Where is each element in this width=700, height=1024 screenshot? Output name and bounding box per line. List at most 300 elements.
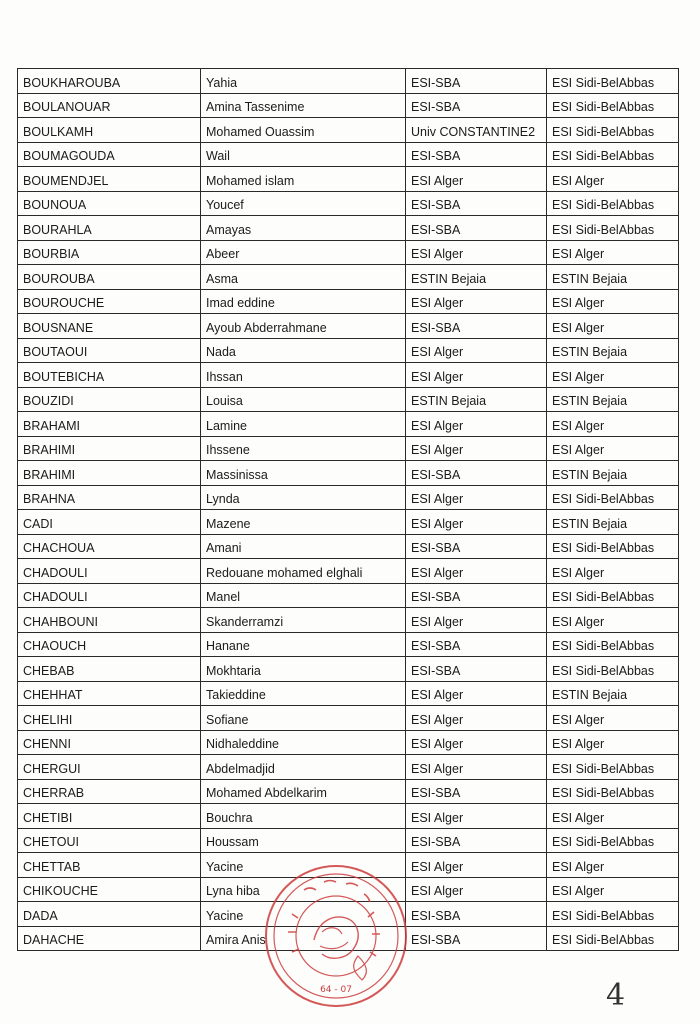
cell-text: ESTIN Bejaia xyxy=(552,688,628,702)
cell-text: BOUROUBA xyxy=(23,271,95,286)
origin-school-cell xyxy=(406,902,547,927)
cell-text: ESI Alger xyxy=(411,247,464,261)
cell-text: ESI Alger xyxy=(552,859,605,874)
origin-school-cell xyxy=(406,804,547,829)
cell-text: Youcef xyxy=(206,198,244,212)
last-name-cell xyxy=(18,240,201,265)
cell-text: BOULANOUAR xyxy=(23,100,111,114)
cell-text: CHAHBOUNI xyxy=(23,614,99,629)
cell-text: Hanane xyxy=(206,639,250,653)
cell-text: ESI Alger xyxy=(552,443,605,457)
cell-text: Yahia xyxy=(206,75,238,90)
origin-school-cell xyxy=(406,167,547,192)
origin-school-cell xyxy=(406,461,547,486)
assigned-school-cell xyxy=(547,118,679,143)
table-row xyxy=(18,167,679,192)
cell-text: Ihssene xyxy=(206,443,250,457)
cell-text: ESI Sidi-BelAbbas xyxy=(552,663,655,678)
table-row xyxy=(18,289,679,314)
cell-text: ESI Alger xyxy=(411,614,464,629)
cell-text: ESI Sidi-BelAbbas xyxy=(552,908,655,923)
table-row xyxy=(18,461,679,486)
last-name-cell xyxy=(18,314,201,339)
table-row xyxy=(18,730,679,755)
cell-text: Mohamed Abdelkarim xyxy=(206,786,327,800)
first-name-cell xyxy=(201,289,406,314)
cell-text: Takieddine xyxy=(206,688,266,702)
table-row xyxy=(18,804,679,829)
cell-text: BOUMAGOUDA xyxy=(23,149,115,163)
origin-school-cell xyxy=(406,436,547,461)
cell-text: CHERRAB xyxy=(23,786,85,800)
table-row xyxy=(18,240,679,265)
assigned-school-cell xyxy=(547,93,679,118)
first-name-cell xyxy=(201,216,406,241)
cell-text: BOURBIA xyxy=(23,247,80,261)
table-row xyxy=(18,387,679,412)
origin-school-cell xyxy=(406,853,547,878)
origin-school-cell xyxy=(406,583,547,608)
last-name-cell xyxy=(18,877,201,902)
origin-school-cell xyxy=(406,559,547,584)
cell-text: BOUTEBICHA xyxy=(23,369,105,384)
first-name-cell xyxy=(201,877,406,902)
cell-text: Mokhtaria xyxy=(206,663,261,678)
cell-text: Louisa xyxy=(206,394,243,408)
origin-school-cell xyxy=(406,706,547,731)
last-name-cell xyxy=(18,926,201,951)
first-name-cell xyxy=(201,485,406,510)
last-name-cell xyxy=(18,534,201,559)
cell-text: ESI Alger xyxy=(552,369,605,384)
first-name-cell xyxy=(201,69,406,94)
cell-text: ESI Alger xyxy=(552,418,605,433)
origin-school-cell xyxy=(406,485,547,510)
assigned-school-cell xyxy=(547,216,679,241)
cell-text: Mazene xyxy=(206,516,251,531)
first-name-cell xyxy=(201,142,406,167)
cell-text: ESTIN Bejaia xyxy=(552,394,628,408)
origin-school-cell xyxy=(406,534,547,559)
table-row xyxy=(18,191,679,216)
origin-school-cell xyxy=(406,69,547,94)
table-row xyxy=(18,510,679,535)
origin-school-cell xyxy=(406,118,547,143)
assigned-school-cell xyxy=(547,828,679,853)
origin-school-cell xyxy=(406,657,547,682)
assigned-school-cell xyxy=(547,69,679,94)
first-name-cell xyxy=(201,167,406,192)
cell-text: ESI Alger xyxy=(552,320,605,335)
first-name-cell xyxy=(201,510,406,535)
table-row xyxy=(18,216,679,241)
cell-text: CHADOULI xyxy=(23,590,88,604)
table-row xyxy=(18,265,679,290)
first-name-cell xyxy=(201,240,406,265)
cell-text: Mohamed Ouassim xyxy=(206,124,315,139)
table-row xyxy=(18,608,679,633)
cell-text: ESI Alger xyxy=(552,565,605,580)
cell-text: ESI-SBA xyxy=(411,100,461,114)
first-name-cell xyxy=(201,755,406,780)
last-name-cell xyxy=(18,853,201,878)
cell-text: Asma xyxy=(206,271,238,286)
assigned-school-cell xyxy=(547,657,679,682)
cell-text: ESI Sidi-BelAbbas xyxy=(552,222,655,237)
first-name-cell xyxy=(201,191,406,216)
last-name-cell xyxy=(18,363,201,388)
first-name-cell xyxy=(201,412,406,437)
assigned-school-cell xyxy=(547,265,679,290)
table-row xyxy=(18,632,679,657)
cell-text: ESI Alger xyxy=(411,296,464,310)
cell-text: ESI Sidi-BelAbbas xyxy=(552,639,655,653)
first-name-cell xyxy=(201,583,406,608)
cell-text: ESI Alger xyxy=(411,884,464,898)
cell-text: ESI Sidi-BelAbbas xyxy=(552,492,655,506)
cell-text: CHETTAB xyxy=(23,859,81,874)
assigned-school-cell xyxy=(547,167,679,192)
origin-school-cell xyxy=(406,314,547,339)
origin-school-cell xyxy=(406,926,547,951)
table-row xyxy=(18,436,679,461)
first-name-cell xyxy=(201,363,406,388)
cell-text: DADA xyxy=(23,908,58,923)
table-row xyxy=(18,828,679,853)
cell-text: ESI-SBA xyxy=(411,933,461,947)
first-name-cell xyxy=(201,338,406,363)
cell-text: BOUTAOUI xyxy=(23,345,88,359)
table-row xyxy=(18,926,679,951)
cell-text: ESI Sidi-BelAbbas xyxy=(552,100,655,114)
cell-text: ESI-SBA xyxy=(411,908,461,923)
origin-school-cell xyxy=(406,412,547,437)
cell-text: CHETOUI xyxy=(23,835,80,849)
last-name-cell xyxy=(18,338,201,363)
cell-text: ESI Sidi-BelAbbas xyxy=(552,786,655,800)
assigned-school-cell xyxy=(547,314,679,339)
cell-text: Yacine xyxy=(206,859,244,874)
first-name-cell xyxy=(201,314,406,339)
cell-text: ESI Alger xyxy=(411,369,464,384)
cell-text: ESTIN Bejaia xyxy=(552,271,628,286)
cell-text: CHETIBI xyxy=(23,810,73,825)
last-name-cell xyxy=(18,436,201,461)
cell-text: ESI Sidi-BelAbbas xyxy=(552,835,655,849)
cell-text: ESI Alger xyxy=(552,810,605,825)
cell-text: ESI Alger xyxy=(552,884,605,898)
last-name-cell xyxy=(18,289,201,314)
cell-text: Abeer xyxy=(206,247,240,261)
origin-school-cell xyxy=(406,240,547,265)
cell-text: ESTIN Bejaia xyxy=(552,467,628,482)
table-row xyxy=(18,93,679,118)
assigned-school-cell xyxy=(547,387,679,412)
cell-text: Amani xyxy=(206,541,242,555)
table-row xyxy=(18,902,679,927)
cell-text: Ayoub Abderrahmane xyxy=(206,320,327,335)
cell-text: Lyna hiba xyxy=(206,884,260,898)
cell-text: ESTIN Bejaia xyxy=(552,516,628,531)
last-name-cell xyxy=(18,828,201,853)
cell-text: BOUNOUA xyxy=(23,198,87,212)
cell-text: ESI Sidi-BelAbbas xyxy=(552,198,655,212)
cell-text: ESI Alger xyxy=(411,443,464,457)
cell-text: BOURAHLA xyxy=(23,222,92,237)
origin-school-cell xyxy=(406,93,547,118)
first-name-cell xyxy=(201,436,406,461)
cell-text: ESI Alger xyxy=(411,418,464,433)
origin-school-cell xyxy=(406,730,547,755)
cell-text: ESI Alger xyxy=(411,345,464,359)
cell-text: ESI Alger xyxy=(411,737,464,751)
cell-text: Redouane mohamed elghali xyxy=(206,565,363,580)
cell-text: Massinissa xyxy=(206,467,268,482)
cell-text: ESI Alger xyxy=(552,173,605,188)
origin-school-cell xyxy=(406,681,547,706)
cell-text: ESI Alger xyxy=(411,688,464,702)
stamp-number: 64 - 07 xyxy=(320,985,352,995)
cell-text: ESI Alger xyxy=(411,565,464,580)
cell-text: Amira Anis xyxy=(206,933,266,947)
table-row xyxy=(18,779,679,804)
cell-text: ESI-SBA xyxy=(411,222,461,237)
first-name-cell xyxy=(201,853,406,878)
assigned-school-cell xyxy=(547,412,679,437)
cell-text: Amina Tassenime xyxy=(206,100,305,114)
last-name-cell xyxy=(18,559,201,584)
cell-text: Ihssan xyxy=(206,369,243,384)
last-name-cell xyxy=(18,583,201,608)
table-row xyxy=(18,706,679,731)
table-row xyxy=(18,338,679,363)
cell-text: CHENNI xyxy=(23,737,71,751)
origin-school-cell xyxy=(406,608,547,633)
cell-text: ESI Alger xyxy=(552,296,605,310)
last-name-cell xyxy=(18,657,201,682)
table-row xyxy=(18,485,679,510)
cell-text: ESI-SBA xyxy=(411,663,461,678)
table-row xyxy=(18,142,679,167)
cell-text: ESI-SBA xyxy=(411,786,461,800)
cell-text: Sofiane xyxy=(206,712,249,727)
first-name-cell xyxy=(201,608,406,633)
assigned-school-cell xyxy=(547,608,679,633)
cell-text: CHADOULI xyxy=(23,565,88,580)
cell-text: ESI-SBA xyxy=(411,590,461,604)
cell-text: ESI-SBA xyxy=(411,149,461,163)
cell-text: ESI Sidi-BelAbbas xyxy=(552,933,655,947)
cell-text: ESTIN Bejaia xyxy=(411,271,487,286)
origin-school-cell xyxy=(406,265,547,290)
table-row xyxy=(18,118,679,143)
cell-text: ESI-SBA xyxy=(411,639,461,653)
assigned-school-cell xyxy=(547,534,679,559)
assigned-school-cell xyxy=(547,877,679,902)
assigned-school-cell xyxy=(547,779,679,804)
assigned-school-cell xyxy=(547,510,679,535)
last-name-cell xyxy=(18,142,201,167)
cell-text: CHAOUCH xyxy=(23,639,87,653)
cell-text: Abdelmadjid xyxy=(206,761,275,776)
assigned-school-cell xyxy=(547,902,679,927)
assigned-school-cell xyxy=(547,363,679,388)
cell-text: BRAHAMI xyxy=(23,418,80,433)
cell-text: ESI-SBA xyxy=(411,320,461,335)
first-name-cell xyxy=(201,681,406,706)
assigned-school-cell xyxy=(547,338,679,363)
cell-text: Univ CONSTANTINE2 xyxy=(411,124,536,139)
assigned-school-cell xyxy=(547,461,679,486)
cell-text: ESI Alger xyxy=(411,516,464,531)
cell-text: ESI-SBA xyxy=(411,541,461,555)
cell-text: BRAHIMI xyxy=(23,467,76,482)
assigned-school-cell xyxy=(547,485,679,510)
cell-text: ESI Alger xyxy=(411,761,464,776)
assigned-school-cell xyxy=(547,191,679,216)
origin-school-cell xyxy=(406,387,547,412)
assigned-school-cell xyxy=(547,681,679,706)
cell-text: Wail xyxy=(206,149,230,163)
cell-text: CADI xyxy=(23,516,53,531)
assigned-school-cell xyxy=(547,436,679,461)
cell-text: CHERGUI xyxy=(23,761,81,776)
last-name-cell xyxy=(18,412,201,437)
origin-school-cell xyxy=(406,363,547,388)
assigned-school-cell xyxy=(547,755,679,780)
cell-text: Houssam xyxy=(206,835,259,849)
last-name-cell xyxy=(18,681,201,706)
student-roster-table xyxy=(17,68,679,951)
last-name-cell xyxy=(18,69,201,94)
assigned-school-cell xyxy=(547,926,679,951)
cell-text: CHIKOUCHE xyxy=(23,884,99,898)
cell-text: ESI Sidi-BelAbbas xyxy=(552,541,655,555)
table-row xyxy=(18,363,679,388)
cell-text: Skanderramzi xyxy=(206,614,284,629)
assigned-school-cell xyxy=(547,240,679,265)
last-name-cell xyxy=(18,93,201,118)
first-name-cell xyxy=(201,387,406,412)
cell-text: CHEHHAT xyxy=(23,688,83,702)
assigned-school-cell xyxy=(547,559,679,584)
cell-text: BOULKAMH xyxy=(23,124,94,139)
origin-school-cell xyxy=(406,191,547,216)
table-row xyxy=(18,681,679,706)
cell-text: Nidhaleddine xyxy=(206,737,279,751)
cell-text: BOUZIDI xyxy=(23,394,74,408)
cell-text: ESI Sidi-BelAbbas xyxy=(552,761,655,776)
assigned-school-cell xyxy=(547,583,679,608)
cell-text: ESTIN Bejaia xyxy=(411,394,487,408)
cell-text: ESI Sidi-BelAbbas xyxy=(552,75,655,90)
origin-school-cell xyxy=(406,632,547,657)
table-row xyxy=(18,314,679,339)
cell-text: BOUSNANE xyxy=(23,320,94,335)
origin-school-cell xyxy=(406,779,547,804)
cell-text: ESI-SBA xyxy=(411,835,461,849)
assigned-school-cell xyxy=(547,730,679,755)
roster-body xyxy=(18,69,679,951)
cell-text: ESI-SBA xyxy=(411,75,461,90)
cell-text: Yacine xyxy=(206,908,244,923)
last-name-cell xyxy=(18,804,201,829)
last-name-cell xyxy=(18,461,201,486)
first-name-cell xyxy=(201,632,406,657)
table-row xyxy=(18,559,679,584)
cell-text: ESI Alger xyxy=(552,737,605,751)
cell-text: CHELIHI xyxy=(23,712,73,727)
table-row xyxy=(18,69,679,94)
cell-text: Lamine xyxy=(206,418,247,433)
table-row xyxy=(18,877,679,902)
cell-text: BRAHNA xyxy=(23,492,76,506)
last-name-cell xyxy=(18,730,201,755)
table-row xyxy=(18,755,679,780)
last-name-cell xyxy=(18,118,201,143)
cell-text: ESI Alger xyxy=(411,859,464,874)
first-name-cell xyxy=(201,730,406,755)
last-name-cell xyxy=(18,216,201,241)
first-name-cell xyxy=(201,534,406,559)
first-name-cell xyxy=(201,779,406,804)
cell-text: ESI-SBA xyxy=(411,467,461,482)
cell-text: Imad eddine xyxy=(206,296,275,310)
first-name-cell xyxy=(201,461,406,486)
cell-text: ESI Alger xyxy=(552,614,605,629)
cell-text: Nada xyxy=(206,345,236,359)
cell-text: ESTIN Bejaia xyxy=(552,345,628,359)
assigned-school-cell xyxy=(547,632,679,657)
table-row xyxy=(18,412,679,437)
last-name-cell xyxy=(18,902,201,927)
first-name-cell xyxy=(201,93,406,118)
cell-text: ESI Alger xyxy=(552,247,605,261)
assigned-school-cell xyxy=(547,853,679,878)
origin-school-cell xyxy=(406,289,547,314)
last-name-cell xyxy=(18,779,201,804)
cell-text: CHEBAB xyxy=(23,663,75,678)
last-name-cell xyxy=(18,706,201,731)
cell-text: ESI Alger xyxy=(411,712,464,727)
last-name-cell xyxy=(18,608,201,633)
last-name-cell xyxy=(18,755,201,780)
table-row xyxy=(18,853,679,878)
origin-school-cell xyxy=(406,142,547,167)
first-name-cell xyxy=(201,828,406,853)
cell-text: ESI Alger xyxy=(411,810,464,825)
first-name-cell xyxy=(201,926,406,951)
first-name-cell xyxy=(201,902,406,927)
cell-text: Amayas xyxy=(206,222,252,237)
last-name-cell xyxy=(18,191,201,216)
origin-school-cell xyxy=(406,216,547,241)
cell-text: Manel xyxy=(206,590,241,604)
last-name-cell xyxy=(18,387,201,412)
table-row xyxy=(18,657,679,682)
origin-school-cell xyxy=(406,510,547,535)
cell-text: BOUROUCHE xyxy=(23,296,105,310)
origin-school-cell xyxy=(406,338,547,363)
cell-text: ESI Alger xyxy=(411,173,464,188)
origin-school-cell xyxy=(406,828,547,853)
last-name-cell xyxy=(18,265,201,290)
cell-text: BOUKHAROUBA xyxy=(23,75,121,90)
cell-text: Bouchra xyxy=(206,810,253,825)
origin-school-cell xyxy=(406,755,547,780)
cell-text: Mohamed islam xyxy=(206,173,295,188)
cell-text: Lynda xyxy=(206,492,240,506)
